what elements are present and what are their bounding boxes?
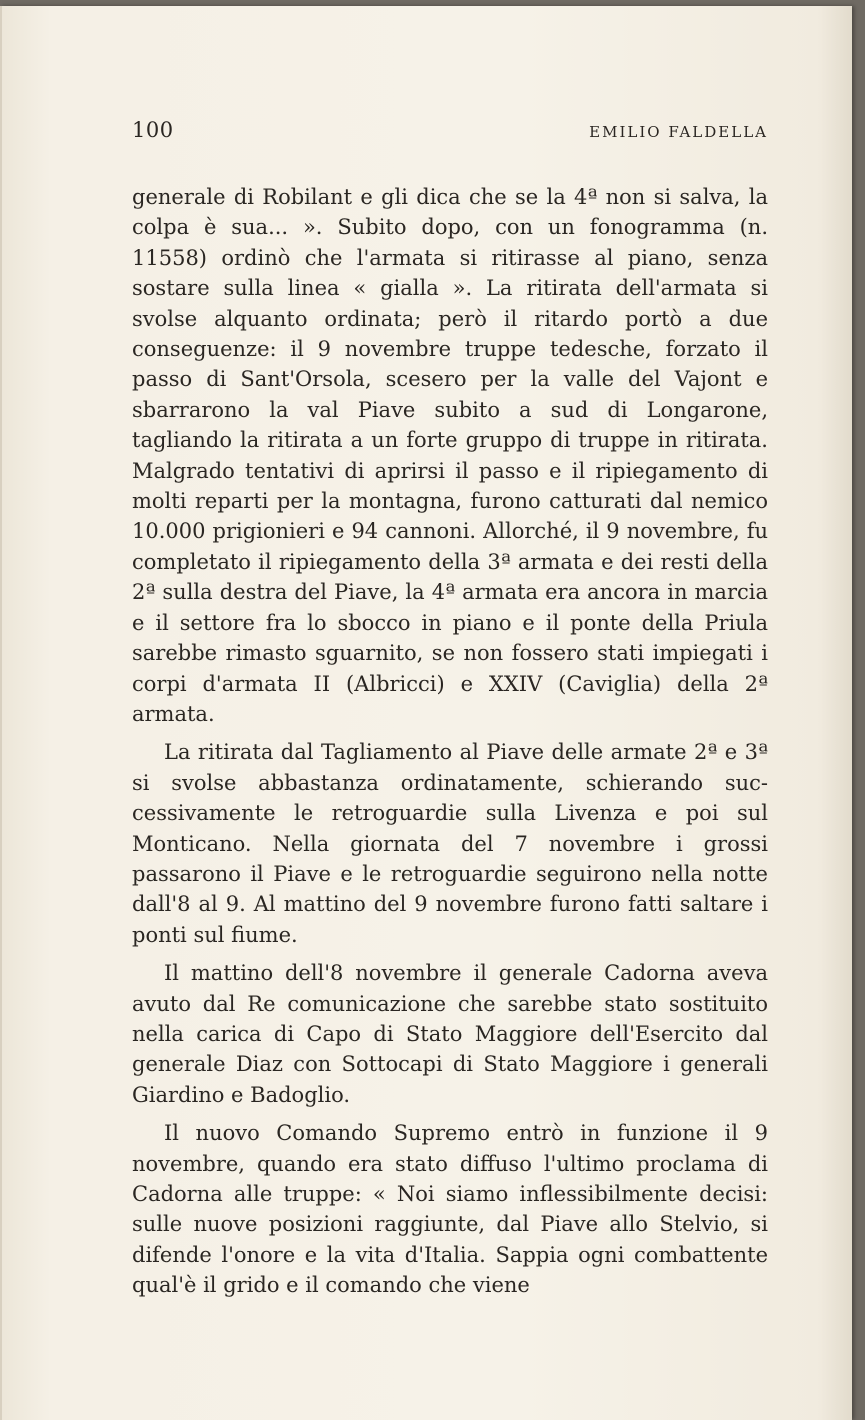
page-number: 100	[132, 118, 174, 142]
paragraph: generale di Robilant e gli dica che se la 4ª non si salva, la colpa è sua... ». Subito dopo, con un fonogramma (n. 11558) ordinò che l'armata si ritirasse al piano, senza sostare sulla linea « gialla ». La ritirata dell'armata si svolse alquanto ordinata; però il ritardo portò a due conseguenze: il 9 novembre truppe tedesche, forzato il passo di Sant'Orsola, scesero per la valle del Vajont e sbarrarono la val Piave subito a sud di Longarone, tagliando la ritirata a un forte gruppo di truppe in ritirata. Malgrado tentativi di aprirsi il passo e il ripiegamento di molti reparti per la montagna, furono catturati dal nemico 10.000 prigionieri e 94 cannoni. Allorché, il 9 novembre, fu completato il ripiegamento della 3ª armata e dei resti della 2ª sulla destra del Piave, la 4ª armata era ancora in marcia e il settore fra lo sbocco in piano e il ponte della Priula sarebbe rimasto sguarnito, se non fossero stati impiegati i corpi d'armata II (Albricci) e XXIV (Caviglia) della 2ª armata.	[132, 185, 768, 726]
paragraph: Il nuovo Comando Supremo entrò in funzione il 9 novembre, quando era stato diffuso l'ultimo proclama di Cadorna alle truppe: « Noi siamo inflessibilmente decisi: sulle nuove posizioni raggiunte, dal Piave allo Stelvio, si difende l'onore e la vita d'Italia. Sappia ogni combattente qual'è il grido e il comando che viene	[132, 1121, 768, 1298]
paragraph: La ritirata dal Tagliamento al Piave delle armate 2ª e 3ª si svolse abbastanza ordinatamente, schierando successivamente le retroguardie sulla Livenza e poi sul Monticano. Nella giornata del 7 novembre i grossi passarono il Piave e le retroguardie seguirono nella notte dall'8 al 9. Al mattino del 9 novembre furono fatti saltare i ponti sul fiume.	[132, 740, 768, 947]
running-head: EMILIO FALDELLA	[589, 123, 768, 141]
paragraph: Il mattino dell'8 novembre il generale Cadorna aveva avuto dal Re comunicazione che sarebbe stato sostituito nella carica di Capo di Stato Maggiore dell'Esercito dal generale Diaz con Sottocapi di Stato Maggiore i generali Giardino e Badoglio.	[132, 961, 768, 1107]
body-text	[132, 182, 768, 1309]
page-header	[132, 118, 768, 148]
book-page	[0, 6, 852, 1420]
page-gutter	[0, 6, 2, 1420]
